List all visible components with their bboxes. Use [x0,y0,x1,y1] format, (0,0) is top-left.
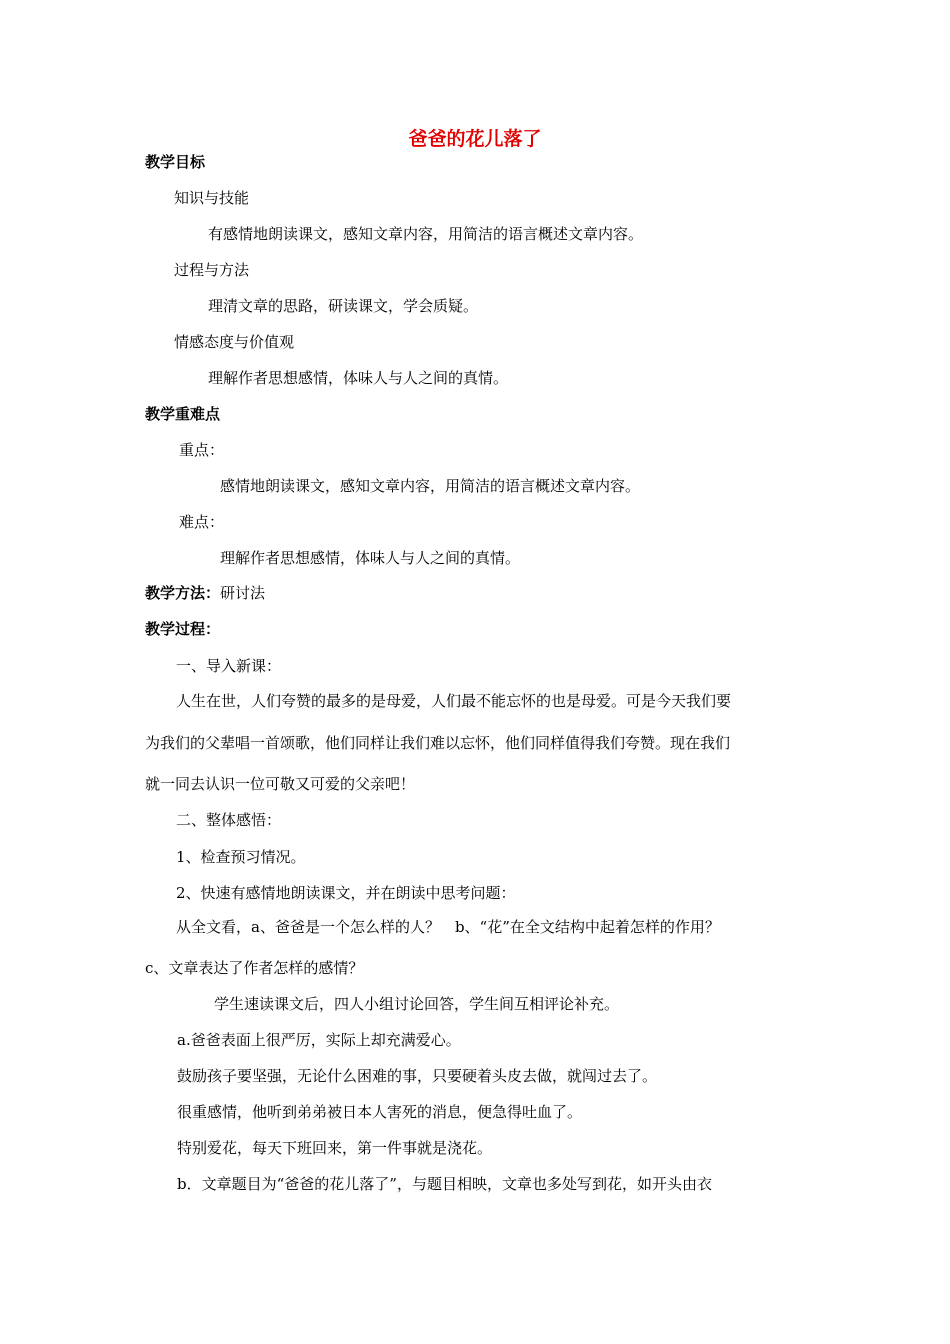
question-line-1: 从全文看，a、爸爸是一个怎么样的人？ b、“花”在全文结构中起着怎样的作用？ [176,918,720,936]
process-heading: 教学过程： [145,620,221,638]
answer-a-1: 鼓励孩子要坚强，无论什么困难的事，只要硬着头皮去做，就闯过去了。 [177,1067,658,1085]
answer-a-3: 特别爱花，每天下班回来，第一件事就是浇花。 [177,1139,493,1157]
objectives-heading: 教学目标 [145,153,206,171]
focus-label: 重点： [179,441,225,459]
step-2: 2、快速有感情地朗读课文，并在朗读中思考问题： [176,884,516,902]
question-line-2: c、文章表达了作者怎样的感情？ [145,959,364,977]
answer-b: b．文章题目为“爸爸的花儿落了”，与题目相映，文章也多处写到花，如开头由衣 [177,1175,712,1193]
overall-label: 二、整体感悟： [176,811,282,829]
emotion-label: 情感态度与价值观 [174,333,295,351]
method-heading: 教学方法： [145,584,221,602]
process-method-label: 过程与方法 [174,261,250,279]
intro-line-3: 就一同去认识一位可敬又可爱的父亲吧！ [145,775,416,793]
difficulty-text: 理解作者思想感情，体味人与人之间的真情。 [220,549,521,567]
intro-line-2: 为我们的父辈唱一首颂歌，他们同样让我们难以忘怀，他们同样值得我们夸赞。现在我们 [145,734,731,752]
method-value: 研讨法 [220,584,266,602]
key-points-heading: 教学重难点 [145,405,221,423]
knowledge-text: 有感情地朗读课文，感知文章内容，用简洁的语言概述文章内容。 [208,225,644,243]
answer-a: a.爸爸表面上很严厉，实际上却充满爱心。 [177,1031,461,1049]
page-title: 爸爸的花儿落了 [408,128,542,150]
knowledge-label: 知识与技能 [174,189,250,207]
method-line [145,583,265,603]
intro-line-1: 人生在世，人们夸赞的最多的是母爱，人们最不能忘怀的也是母爱。可是今天我们要 [176,692,732,710]
focus-text: 感情地朗读课文，感知文章内容，用简洁的语言概述文章内容。 [220,477,641,495]
difficulty-label: 难点： [179,513,225,531]
step-1: 1、检查预习情况。 [176,848,306,866]
process-method-text: 理清文章的思路，研读课文，学会质疑。 [208,297,479,315]
discussion-text: 学生速读课文后，四人小组讨论回答，学生间互相评论补充。 [214,995,620,1013]
answer-a-2: 很重感情，他听到弟弟被日本人害死的消息，便急得吐血了。 [177,1103,583,1121]
intro-label: 一、导入新课： [176,657,282,675]
emotion-text: 理解作者思想感情，体味人与人之间的真情。 [208,369,509,387]
